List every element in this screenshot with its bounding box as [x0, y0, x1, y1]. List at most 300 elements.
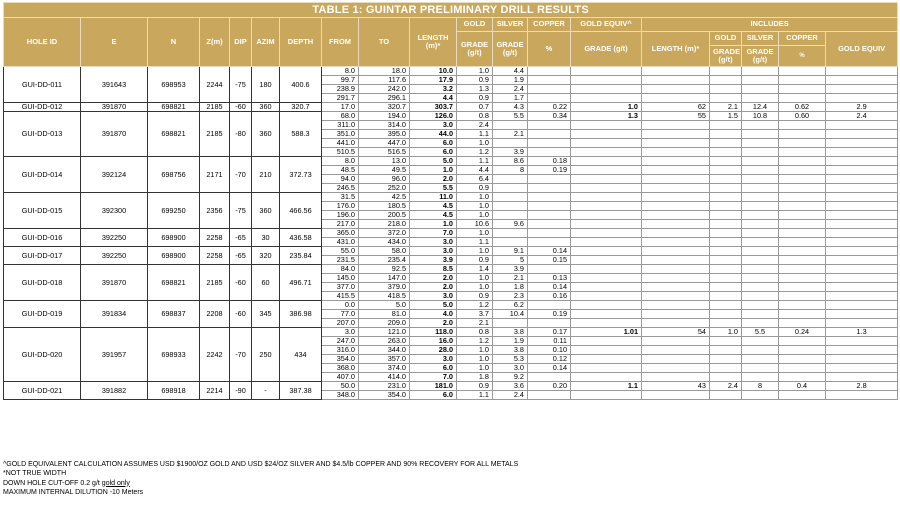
- cell-inc-gold-equiv: [826, 373, 898, 382]
- cell-inc-gold: [710, 220, 742, 229]
- cell-azimuth: 360: [252, 112, 280, 157]
- cell-northing: 698918: [148, 382, 200, 400]
- cell-inc-silver: [742, 391, 779, 400]
- cell-copper-pct: [528, 67, 571, 76]
- cell-gold-equiv: [571, 175, 642, 184]
- cell-gold-equiv: 1.1: [571, 382, 642, 391]
- cell-inc-gold: [710, 346, 742, 355]
- cell-inc-gold-equiv: [826, 184, 898, 193]
- cell-length: 4.4: [410, 94, 457, 103]
- cell-length: 4.5: [410, 211, 457, 220]
- cell-length: 4.5: [410, 202, 457, 211]
- header-gold-grade: GRADE (g/t): [457, 32, 493, 67]
- table-title: TABLE 1: GUINTAR PRELIMINARY DRILL RESULTS: [4, 3, 898, 18]
- cell-gold-equiv: [571, 292, 642, 301]
- cell-inc-length: [642, 220, 710, 229]
- cell-to: 252.0: [359, 184, 410, 193]
- cell-inc-length: [642, 301, 710, 310]
- cell-copper-pct: [528, 301, 571, 310]
- cell-copper-pct: 0.14: [528, 364, 571, 373]
- cell-depth: 466.56: [280, 193, 322, 229]
- cell-gold-equiv: [571, 373, 642, 382]
- cell-gold-grade: 0.8: [457, 112, 493, 121]
- header-inc-gold-grade: GRADE (g/t): [710, 46, 742, 67]
- cell-gold-equiv: [571, 274, 642, 283]
- cell-inc-silver: 8: [742, 382, 779, 391]
- cell-from: 145.0: [322, 274, 359, 283]
- cell-elevation: 2258: [200, 247, 230, 265]
- cell-gold-grade: 0.9: [457, 94, 493, 103]
- cell-gold-grade: 1.8: [457, 373, 493, 382]
- cell-length: 6.0: [410, 391, 457, 400]
- footnote-cutoff-text: DOWN HOLE CUT-OFF 0.2 g/t: [3, 479, 102, 487]
- cell-inc-copper: [779, 121, 826, 130]
- cell-from: 441.0: [322, 139, 359, 148]
- cell-copper-pct: 0.22: [528, 103, 571, 112]
- header-gold-equiv-grade: GRADE (g/t): [571, 32, 642, 67]
- cell-inc-copper: [779, 220, 826, 229]
- cell-silver-grade: 3.8: [493, 346, 528, 355]
- cell-dip: -70: [230, 157, 252, 193]
- cell-gold-equiv: [571, 130, 642, 139]
- footnote-cutoff-underlined: gold only: [101, 479, 130, 487]
- cell-inc-gold-equiv: [826, 355, 898, 364]
- drill-results-table-container: [3, 2, 897, 400]
- cell-inc-silver: [742, 148, 779, 157]
- cell-inc-length: [642, 148, 710, 157]
- cell-inc-copper: [779, 166, 826, 175]
- cell-inc-length: [642, 373, 710, 382]
- cell-northing: 698953: [148, 67, 200, 103]
- cell-inc-gold: [710, 256, 742, 265]
- cell-gold-equiv: [571, 391, 642, 400]
- table-row: [4, 193, 898, 202]
- cell-inc-length: [642, 184, 710, 193]
- cell-inc-gold-equiv: [826, 319, 898, 328]
- cell-gold-equiv: [571, 364, 642, 373]
- header-length: LENGTH (m)*: [410, 18, 457, 67]
- cell-gold-equiv: [571, 301, 642, 310]
- cell-silver-grade: 1.8: [493, 283, 528, 292]
- cell-from: 316.0: [322, 346, 359, 355]
- cell-gold-grade: 1.0: [457, 139, 493, 148]
- cell-inc-length: [642, 319, 710, 328]
- cell-from: 231.5: [322, 256, 359, 265]
- cell-inc-length: [642, 229, 710, 238]
- cell-from: 176.0: [322, 202, 359, 211]
- cell-copper-pct: 0.13: [528, 274, 571, 283]
- cell-from: 217.0: [322, 220, 359, 229]
- cell-inc-silver: [742, 373, 779, 382]
- cell-copper-pct: 0.12: [528, 355, 571, 364]
- cell-gold-equiv: [571, 220, 642, 229]
- cell-depth: 372.73: [280, 157, 322, 193]
- header-inc-gold-equiv: GOLD EQUIV: [826, 32, 898, 67]
- header-inc-silver: SILVER: [742, 32, 779, 46]
- cell-to: 263.0: [359, 337, 410, 346]
- cell-inc-length: [642, 175, 710, 184]
- cell-inc-copper: 0.4: [779, 382, 826, 391]
- cell-gold-grade: 1.0: [457, 229, 493, 238]
- cell-gold-equiv: [571, 184, 642, 193]
- cell-inc-length: [642, 130, 710, 139]
- cell-length: 2.0: [410, 175, 457, 184]
- cell-inc-gold: [710, 292, 742, 301]
- cell-to: 372.0: [359, 229, 410, 238]
- cell-inc-copper: [779, 319, 826, 328]
- cell-gold-equiv: [571, 67, 642, 76]
- cell-from: 291.7: [322, 94, 359, 103]
- cell-inc-gold-equiv: [826, 121, 898, 130]
- header-n: N: [148, 18, 200, 67]
- cell-elevation: 2185: [200, 103, 230, 112]
- cell-hole-id: GUI-DD-015: [4, 193, 81, 229]
- cell-hole-id: GUI-DD-014: [4, 157, 81, 193]
- cell-inc-gold-equiv: [826, 85, 898, 94]
- cell-inc-gold-equiv: [826, 148, 898, 157]
- cell-inc-copper: [779, 301, 826, 310]
- cell-inc-copper: 0.24: [779, 328, 826, 337]
- cell-inc-gold: [710, 337, 742, 346]
- cell-inc-gold: [710, 364, 742, 373]
- drill-results-body: [4, 67, 898, 400]
- cell-inc-length: [642, 364, 710, 373]
- cell-gold-grade: 4.4: [457, 166, 493, 175]
- footnote-cutoff: [3, 479, 518, 488]
- cell-inc-silver: [742, 121, 779, 130]
- cell-inc-length: [642, 391, 710, 400]
- cell-easting: 391882: [81, 382, 148, 400]
- cell-elevation: 2185: [200, 112, 230, 157]
- cell-hole-id: GUI-DD-017: [4, 247, 81, 265]
- cell-silver-grade: [493, 175, 528, 184]
- cell-silver-grade: 1.9: [493, 337, 528, 346]
- cell-inc-gold-equiv: [826, 283, 898, 292]
- cell-azimuth: 210: [252, 157, 280, 193]
- cell-gold-equiv: [571, 346, 642, 355]
- header-from: FROM: [322, 18, 359, 67]
- cell-inc-silver: [742, 139, 779, 148]
- cell-dip: -70: [230, 328, 252, 382]
- cell-inc-length: [642, 256, 710, 265]
- cell-silver-grade: 2.1: [493, 130, 528, 139]
- cell-inc-silver: [742, 292, 779, 301]
- cell-gold-grade: 0.9: [457, 76, 493, 85]
- footnote-dilution: MAXIMUM INTERNAL DILUTION -10 Meters: [3, 488, 144, 496]
- cell-copper-pct: 0.14: [528, 247, 571, 256]
- cell-depth: 588.3: [280, 112, 322, 157]
- cell-inc-copper: [779, 85, 826, 94]
- cell-copper-pct: 0.19: [528, 310, 571, 319]
- cell-copper-pct: [528, 391, 571, 400]
- cell-silver-grade: [493, 193, 528, 202]
- cell-length: 2.0: [410, 319, 457, 328]
- cell-inc-length: [642, 94, 710, 103]
- cell-length: 2.0: [410, 283, 457, 292]
- cell-from: 84.0: [322, 265, 359, 274]
- cell-from: 510.5: [322, 148, 359, 157]
- cell-inc-gold-equiv: [826, 265, 898, 274]
- cell-length: 6.0: [410, 148, 457, 157]
- cell-silver-grade: 8.6: [493, 157, 528, 166]
- cell-copper-pct: [528, 148, 571, 157]
- cell-dip: -75: [230, 67, 252, 103]
- cell-from: 238.9: [322, 85, 359, 94]
- cell-northing: 698821: [148, 112, 200, 157]
- cell-to: 447.0: [359, 139, 410, 148]
- cell-to: 344.0: [359, 346, 410, 355]
- header-silver-grade: GRADE (g/t): [493, 32, 528, 67]
- cell-inc-gold-equiv: [826, 157, 898, 166]
- cell-inc-gold: [710, 373, 742, 382]
- table-row: [4, 382, 898, 391]
- cell-inc-length: [642, 346, 710, 355]
- cell-inc-gold: [710, 121, 742, 130]
- cell-gold-equiv: [571, 265, 642, 274]
- cell-gold-equiv: [571, 229, 642, 238]
- cell-inc-silver: [742, 157, 779, 166]
- cell-copper-pct: [528, 229, 571, 238]
- header-copper-pct: %: [528, 32, 571, 67]
- cell-inc-length: [642, 292, 710, 301]
- cell-inc-silver: [742, 319, 779, 328]
- cell-gold-equiv: [571, 283, 642, 292]
- cell-inc-gold-equiv: [826, 130, 898, 139]
- cell-from: 50.0: [322, 382, 359, 391]
- cell-length: 3.0: [410, 355, 457, 364]
- header-inc-gold: GOLD: [710, 32, 742, 46]
- cell-copper-pct: [528, 265, 571, 274]
- cell-azimuth: 250: [252, 328, 280, 382]
- cell-inc-silver: [742, 337, 779, 346]
- cell-inc-silver: 5.5: [742, 328, 779, 337]
- cell-inc-silver: [742, 265, 779, 274]
- cell-from: 431.0: [322, 238, 359, 247]
- table-row: [4, 328, 898, 337]
- cell-gold-equiv: [571, 193, 642, 202]
- cell-azimuth: 30: [252, 229, 280, 247]
- cell-inc-gold: 2.4: [710, 382, 742, 391]
- cell-to: 13.0: [359, 157, 410, 166]
- cell-inc-gold-equiv: [826, 391, 898, 400]
- cell-gold-grade: 1.2: [457, 301, 493, 310]
- cell-azimuth: 320: [252, 247, 280, 265]
- cell-inc-copper: 0.60: [779, 112, 826, 121]
- cell-copper-pct: 0.34: [528, 112, 571, 121]
- header-gold-equiv: GOLD EQUIV^: [571, 18, 642, 32]
- cell-inc-gold-equiv: [826, 139, 898, 148]
- cell-copper-pct: 0.11: [528, 337, 571, 346]
- cell-to: 296.1: [359, 94, 410, 103]
- cell-inc-copper: [779, 94, 826, 103]
- cell-length: 4.0: [410, 310, 457, 319]
- cell-inc-gold-equiv: [826, 166, 898, 175]
- table-row: [4, 67, 898, 76]
- header-e: E: [81, 18, 148, 67]
- cell-length: 303.7: [410, 103, 457, 112]
- cell-inc-gold: [710, 202, 742, 211]
- table-row: [4, 265, 898, 274]
- cell-to: 218.0: [359, 220, 410, 229]
- cell-gold-equiv: [571, 94, 642, 103]
- cell-length: 17.9: [410, 76, 457, 85]
- cell-to: 58.0: [359, 247, 410, 256]
- cell-length: 181.0: [410, 382, 457, 391]
- cell-silver-grade: [493, 121, 528, 130]
- cell-inc-copper: [779, 130, 826, 139]
- cell-to: 209.0: [359, 319, 410, 328]
- cell-inc-copper: [779, 76, 826, 85]
- cell-northing: 698900: [148, 247, 200, 265]
- cell-gold-equiv: [571, 148, 642, 157]
- cell-to: 516.5: [359, 148, 410, 157]
- cell-silver-grade: [493, 202, 528, 211]
- cell-inc-gold-equiv: [826, 292, 898, 301]
- cell-to: 180.5: [359, 202, 410, 211]
- cell-inc-copper: [779, 265, 826, 274]
- cell-dip: -60: [230, 301, 252, 328]
- cell-copper-pct: [528, 220, 571, 229]
- cell-inc-gold: [710, 67, 742, 76]
- cell-from: 0.0: [322, 301, 359, 310]
- cell-length: 5.5: [410, 184, 457, 193]
- cell-depth: 436.58: [280, 229, 322, 247]
- cell-inc-copper: [779, 391, 826, 400]
- header-inc-length: LENGTH (m)*: [642, 32, 710, 67]
- cell-depth: 386.98: [280, 301, 322, 328]
- cell-hole-id: GUI-DD-020: [4, 328, 81, 382]
- cell-gold-grade: 0.9: [457, 382, 493, 391]
- cell-inc-length: [642, 355, 710, 364]
- cell-gold-equiv: [571, 337, 642, 346]
- cell-from: 77.0: [322, 310, 359, 319]
- cell-to: 231.0: [359, 382, 410, 391]
- table-row: [4, 229, 898, 238]
- cell-copper-pct: [528, 175, 571, 184]
- cell-copper-pct: 0.17: [528, 328, 571, 337]
- cell-silver-grade: [493, 319, 528, 328]
- cell-easting: 391870: [81, 112, 148, 157]
- cell-inc-length: [642, 193, 710, 202]
- header-z: Z(m): [200, 18, 230, 67]
- cell-northing: 698900: [148, 229, 200, 247]
- cell-silver-grade: 3.8: [493, 328, 528, 337]
- cell-copper-pct: 0.15: [528, 256, 571, 265]
- cell-from: 17.0: [322, 103, 359, 112]
- cell-elevation: 2171: [200, 157, 230, 193]
- table-row: [4, 103, 898, 112]
- cell-inc-copper: [779, 364, 826, 373]
- header-inc-silver-grade: GRADE (g/t): [742, 46, 779, 67]
- cell-inc-length: [642, 337, 710, 346]
- cell-length: 1.0: [410, 220, 457, 229]
- cell-inc-gold-equiv: [826, 94, 898, 103]
- cell-gold-equiv: 1.3: [571, 112, 642, 121]
- table-row: [4, 157, 898, 166]
- cell-length: 3.0: [410, 292, 457, 301]
- cell-gold-grade: 1.0: [457, 346, 493, 355]
- cell-copper-pct: [528, 319, 571, 328]
- cell-to: 314.0: [359, 121, 410, 130]
- cell-silver-grade: [493, 211, 528, 220]
- cell-inc-silver: 12.4: [742, 103, 779, 112]
- cell-to: 194.0: [359, 112, 410, 121]
- cell-inc-gold: [710, 139, 742, 148]
- cell-from: 207.0: [322, 319, 359, 328]
- cell-gold-grade: 0.9: [457, 184, 493, 193]
- cell-inc-gold: [710, 85, 742, 94]
- cell-inc-gold-equiv: [826, 310, 898, 319]
- cell-copper-pct: [528, 85, 571, 94]
- cell-inc-silver: [742, 364, 779, 373]
- header-inc-copper-pct: %: [779, 46, 826, 67]
- cell-gold-equiv: [571, 85, 642, 94]
- cell-inc-gold: [710, 76, 742, 85]
- cell-from: 3.0: [322, 328, 359, 337]
- cell-inc-gold: [710, 310, 742, 319]
- cell-inc-gold: [710, 94, 742, 103]
- cell-inc-gold-equiv: 1.3: [826, 328, 898, 337]
- cell-from: 377.0: [322, 283, 359, 292]
- cell-inc-length: [642, 274, 710, 283]
- cell-length: 8.5: [410, 265, 457, 274]
- cell-from: 99.7: [322, 76, 359, 85]
- footnote-true-width: *NOT TRUE WIDTH: [3, 470, 67, 478]
- cell-depth: 235.84: [280, 247, 322, 265]
- cell-inc-gold-equiv: [826, 193, 898, 202]
- cell-copper-pct: [528, 184, 571, 193]
- cell-from: 48.5: [322, 166, 359, 175]
- cell-inc-silver: [742, 274, 779, 283]
- cell-to: 418.5: [359, 292, 410, 301]
- cell-gold-grade: 2.1: [457, 319, 493, 328]
- cell-dip: -60: [230, 103, 252, 112]
- cell-easting: 391870: [81, 265, 148, 301]
- cell-silver-grade: 1.7: [493, 94, 528, 103]
- cell-from: 348.0: [322, 391, 359, 400]
- cell-elevation: 2214: [200, 382, 230, 400]
- cell-inc-silver: [742, 94, 779, 103]
- cell-inc-gold: [710, 274, 742, 283]
- cell-inc-silver: [742, 85, 779, 94]
- header-silver: SILVER: [493, 18, 528, 32]
- cell-gold-equiv: [571, 121, 642, 130]
- cell-inc-silver: [742, 346, 779, 355]
- cell-to: 354.0: [359, 391, 410, 400]
- cell-northing: 699250: [148, 193, 200, 229]
- cell-gold-grade: 1.0: [457, 247, 493, 256]
- header-hole-id: HOLE ID: [4, 18, 81, 67]
- cell-azimuth: 60: [252, 265, 280, 301]
- cell-inc-gold: [710, 157, 742, 166]
- table-row: [4, 301, 898, 310]
- cell-gold-grade: 0.9: [457, 292, 493, 301]
- cell-copper-pct: [528, 202, 571, 211]
- cell-copper-pct: [528, 94, 571, 103]
- cell-to: 434.0: [359, 238, 410, 247]
- cell-length: 6.0: [410, 139, 457, 148]
- cell-gold-grade: 1.0: [457, 211, 493, 220]
- cell-inc-gold: [710, 247, 742, 256]
- cell-inc-silver: [742, 202, 779, 211]
- cell-length: 28.0: [410, 346, 457, 355]
- cell-silver-grade: 1.9: [493, 76, 528, 85]
- cell-length: 7.0: [410, 229, 457, 238]
- cell-length: 2.0: [410, 274, 457, 283]
- cell-gold-grade: 6.4: [457, 175, 493, 184]
- cell-azimuth: 360: [252, 103, 280, 112]
- cell-easting: 392300: [81, 193, 148, 229]
